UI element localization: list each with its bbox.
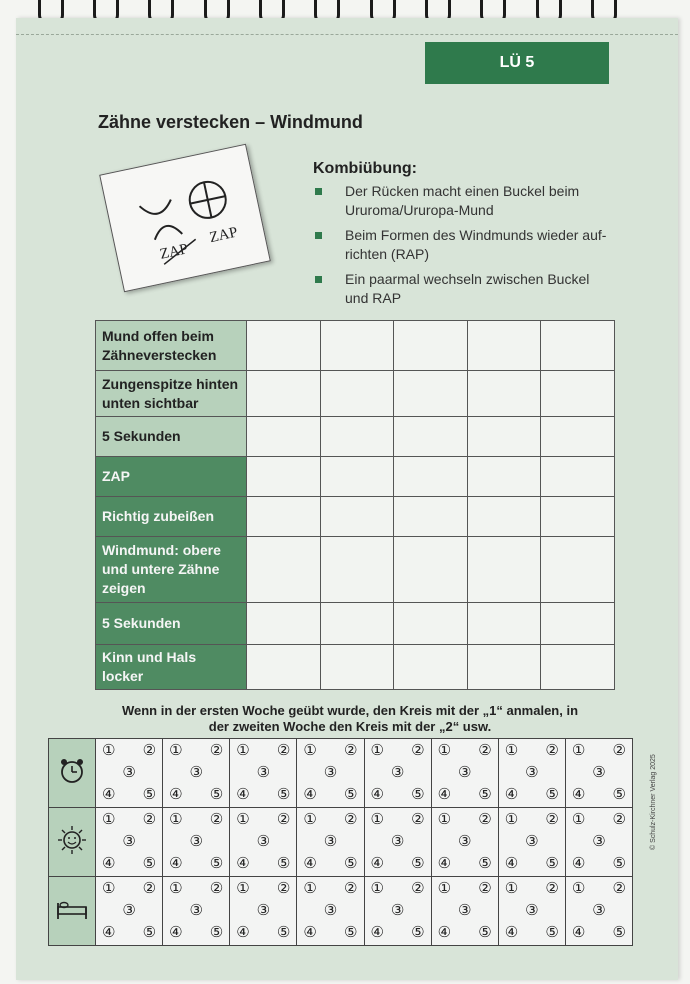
week-circle-4[interactable]: ④ (102, 923, 116, 941)
week-circle-2[interactable]: ② (276, 810, 291, 828)
table-row (96, 417, 615, 457)
week-circle-4[interactable]: ④ (236, 923, 250, 941)
check-cell[interactable] (320, 603, 394, 645)
kombi-list (313, 182, 613, 314)
week-circle-2[interactable]: ② (142, 879, 157, 897)
week-circle-4[interactable]: ④ (571, 923, 586, 941)
week-circle-5[interactable]: ⑤ (142, 785, 157, 803)
week-circle-2[interactable]: ② (545, 879, 559, 897)
week-cell (96, 739, 163, 808)
list-item-text: Der Rücken macht einen Buckel beim Ururoma/Ururopa-Mund (345, 183, 580, 218)
table-row (49, 808, 633, 877)
week-cell (297, 877, 364, 946)
week-circle-1[interactable]: ① (236, 741, 250, 759)
week-cell (230, 739, 297, 808)
week-circle-3[interactable]: ③ (323, 763, 338, 781)
week-circle-3[interactable]: ③ (256, 763, 271, 781)
week-circle-3[interactable]: ③ (390, 901, 405, 919)
week-cell (565, 877, 632, 946)
week-cell (96, 877, 163, 946)
week-circle-5[interactable]: ⑤ (209, 854, 224, 872)
week-circle-3[interactable]: ③ (592, 901, 606, 919)
week-cell (230, 808, 297, 877)
week-circle-2[interactable]: ② (612, 879, 626, 897)
check-cell[interactable] (247, 321, 321, 371)
week-circle-2[interactable]: ② (545, 741, 559, 759)
check-cell[interactable] (247, 497, 321, 537)
week-cell (565, 808, 632, 877)
row-label: Kinn und Hals locker (96, 645, 247, 690)
circle-group (566, 877, 632, 943)
alarm-clock-icon (49, 739, 96, 808)
week-circle-1[interactable]: ① (169, 810, 183, 828)
check-cell[interactable] (541, 457, 615, 497)
check-cell[interactable] (541, 645, 615, 690)
week-circle-5[interactable]: ⑤ (276, 785, 291, 803)
week-circle-2[interactable]: ② (478, 741, 492, 759)
check-cell[interactable] (467, 457, 541, 497)
circle-group (432, 877, 498, 943)
check-cell[interactable] (467, 537, 541, 603)
table-row (96, 603, 615, 645)
circle-group (432, 739, 498, 805)
week-circle-1[interactable]: ① (102, 879, 116, 897)
bullet-icon (315, 276, 322, 283)
illustration-word: ZAP (208, 224, 240, 247)
circle-group (566, 808, 632, 874)
bullet-icon (315, 188, 322, 195)
check-cell[interactable] (247, 603, 321, 645)
week-circle-3[interactable]: ③ (323, 832, 338, 850)
table-row (49, 877, 633, 946)
week-circle-5[interactable]: ⑤ (344, 923, 358, 941)
week-cell (364, 877, 431, 946)
row-label: Richtig zubeißen (96, 497, 247, 537)
week-circle-2[interactable]: ② (411, 879, 425, 897)
circle-group (365, 877, 431, 943)
week-cell (297, 739, 364, 808)
week-circle-4[interactable]: ④ (370, 854, 384, 872)
week-circle-4[interactable]: ④ (504, 785, 519, 803)
check-cell[interactable] (467, 371, 541, 417)
week-circle-4[interactable]: ④ (102, 785, 116, 803)
circle-group (230, 877, 296, 943)
week-circle-4[interactable]: ④ (102, 854, 116, 872)
week-circle-3[interactable]: ③ (525, 832, 539, 850)
week-circle-2[interactable]: ② (344, 879, 358, 897)
check-cell[interactable] (467, 645, 541, 690)
week-cell (498, 808, 565, 877)
week-circle-3[interactable]: ③ (256, 832, 271, 850)
circle-group (499, 739, 565, 805)
row-label: ZAP (96, 457, 247, 497)
week-circle-4[interactable]: ④ (571, 854, 586, 872)
week-cell (364, 739, 431, 808)
week-circle-1[interactable]: ① (437, 879, 452, 897)
week-circle-5[interactable]: ⑤ (478, 785, 492, 803)
week-circle-4[interactable]: ④ (169, 923, 183, 941)
week-circle-2[interactable]: ② (209, 879, 224, 897)
sun-icon (49, 808, 96, 877)
week-circle-3[interactable]: ③ (122, 763, 136, 781)
circle-group (230, 739, 296, 805)
table-row (96, 537, 615, 603)
week-circle-5[interactable]: ⑤ (612, 923, 626, 941)
week-cell (96, 808, 163, 877)
check-cell[interactable] (247, 457, 321, 497)
list-item (313, 270, 613, 308)
week-circle-3[interactable]: ③ (457, 763, 472, 781)
week-circle-2[interactable]: ② (545, 810, 559, 828)
week-circle-3[interactable]: ③ (457, 901, 472, 919)
circle-group (297, 808, 363, 874)
week-circle-5[interactable]: ⑤ (478, 854, 492, 872)
check-cell[interactable] (541, 603, 615, 645)
bullet-icon (315, 232, 322, 239)
week-circle-3[interactable]: ③ (390, 763, 405, 781)
check-cell[interactable] (394, 321, 468, 371)
week-circle-2[interactable]: ② (344, 741, 358, 759)
week-circle-4[interactable]: ④ (236, 854, 250, 872)
table-row (49, 739, 633, 808)
row-label: Zungenspitze hinten unten sichtbar (96, 371, 247, 417)
week-cell (364, 808, 431, 877)
week-circle-5[interactable]: ⑤ (209, 923, 224, 941)
check-cell[interactable] (394, 603, 468, 645)
week-circle-2[interactable]: ② (142, 810, 157, 828)
week-circle-2[interactable]: ② (344, 810, 358, 828)
circle-group (163, 877, 229, 943)
check-cell[interactable] (394, 497, 468, 537)
week-circle-1[interactable]: ① (504, 741, 519, 759)
week-circle-1[interactable]: ① (236, 879, 250, 897)
circle-group (566, 739, 632, 805)
circle-group (365, 808, 431, 874)
week-cell (163, 808, 230, 877)
week-circle-3[interactable]: ③ (390, 832, 405, 850)
row-label: 5 Sekunden (96, 603, 247, 645)
week-circle-4[interactable]: ④ (571, 785, 586, 803)
week-cell (163, 739, 230, 808)
week-circle-1[interactable]: ① (303, 810, 317, 828)
week-circle-4[interactable]: ④ (504, 854, 519, 872)
week-circle-1[interactable]: ① (571, 810, 586, 828)
check-cell[interactable] (247, 417, 321, 457)
circle-group (499, 808, 565, 874)
instruction-note: Wenn in der ersten Woche geübt wurde, den Kreis mit der „1“ anmalen, in der zweiten Woche den Kreis mit der „2“ usw. (121, 703, 579, 734)
week-circle-5[interactable]: ⑤ (478, 923, 492, 941)
check-cell[interactable] (467, 321, 541, 371)
week-circle-3[interactable]: ③ (323, 901, 338, 919)
week-cell (297, 808, 364, 877)
circle-group (432, 808, 498, 874)
check-cell[interactable] (467, 497, 541, 537)
row-label: Mund offen beim Zähneverstecken (96, 321, 247, 371)
week-circle-2[interactable]: ② (209, 810, 224, 828)
week-circle-5[interactable]: ⑤ (276, 923, 291, 941)
row-label: Windmund: obere und untere Zähne zeigen (96, 537, 247, 603)
week-circle-3[interactable]: ③ (592, 832, 606, 850)
week-circle-2[interactable]: ② (276, 879, 291, 897)
check-cell[interactable] (320, 497, 394, 537)
table-row (96, 371, 615, 417)
check-cell[interactable] (541, 321, 615, 371)
week-cell (498, 739, 565, 808)
circle-group (96, 877, 162, 943)
week-circle-3[interactable]: ③ (525, 901, 539, 919)
circle-group (230, 808, 296, 874)
week-circle-2[interactable]: ② (411, 741, 425, 759)
week-cell (498, 877, 565, 946)
table-row (96, 497, 615, 537)
week-circle-4[interactable]: ④ (504, 923, 519, 941)
week-circle-4[interactable]: ④ (169, 785, 183, 803)
week-circle-3[interactable]: ③ (189, 763, 203, 781)
week-circle-1[interactable]: ① (303, 879, 317, 897)
circle-group (163, 739, 229, 805)
check-cell[interactable] (320, 537, 394, 603)
week-circle-1[interactable]: ① (169, 741, 183, 759)
progress-table (95, 320, 615, 690)
week-circle-1[interactable]: ① (169, 879, 183, 897)
week-cell (431, 739, 498, 808)
check-cell[interactable] (394, 371, 468, 417)
week-circle-4[interactable]: ④ (437, 785, 452, 803)
week-circle-1[interactable]: ① (437, 810, 452, 828)
circle-group (365, 739, 431, 805)
circle-group (163, 808, 229, 874)
week-circle-2[interactable]: ② (612, 810, 626, 828)
check-cell[interactable] (320, 645, 394, 690)
week-circle-1[interactable]: ① (102, 741, 116, 759)
week-circle-2[interactable]: ② (411, 810, 425, 828)
list-item (313, 182, 613, 220)
week-circle-5[interactable]: ⑤ (142, 854, 157, 872)
circle-group (96, 808, 162, 874)
week-circle-3[interactable]: ③ (122, 901, 136, 919)
week-circle-3[interactable]: ③ (592, 763, 606, 781)
week-circle-1[interactable]: ① (571, 741, 586, 759)
week-circle-4[interactable]: ④ (437, 854, 452, 872)
check-cell[interactable] (320, 417, 394, 457)
exercise-badge: LÜ 5 (425, 42, 609, 84)
check-cell[interactable] (467, 603, 541, 645)
week-circle-5[interactable]: ⑤ (276, 854, 291, 872)
week-circle-2[interactable]: ② (142, 741, 157, 759)
check-cell[interactable] (320, 371, 394, 417)
circle-group (499, 877, 565, 943)
week-circle-5[interactable]: ⑤ (411, 854, 425, 872)
week-circle-1[interactable]: ① (370, 879, 384, 897)
week-circle-3[interactable]: ③ (122, 832, 136, 850)
week-circle-5[interactable]: ⑤ (344, 785, 358, 803)
circle-group (297, 877, 363, 943)
week-circle-5[interactable]: ⑤ (411, 923, 425, 941)
week-circle-1[interactable]: ① (437, 741, 452, 759)
week-circle-1[interactable]: ① (370, 810, 384, 828)
bed-icon (49, 877, 96, 946)
weekly-circle-table (48, 738, 633, 946)
week-circle-5[interactable]: ⑤ (545, 785, 559, 803)
crossed-word: ZAP (158, 241, 190, 263)
check-cell[interactable] (247, 371, 321, 417)
check-cell[interactable] (394, 537, 468, 603)
check-cell[interactable] (247, 645, 321, 690)
week-circle-4[interactable]: ④ (437, 923, 452, 941)
week-circle-1[interactable]: ① (303, 741, 317, 759)
week-circle-4[interactable]: ④ (303, 854, 317, 872)
check-cell[interactable] (320, 321, 394, 371)
check-cell[interactable] (541, 371, 615, 417)
week-cell (163, 877, 230, 946)
week-circle-5[interactable]: ⑤ (142, 923, 157, 941)
check-cell[interactable] (467, 417, 541, 457)
table-row (96, 457, 615, 497)
week-circle-5[interactable]: ⑤ (209, 785, 224, 803)
week-cell (431, 808, 498, 877)
week-circle-2[interactable]: ② (276, 741, 291, 759)
circle-group (96, 739, 162, 805)
week-circle-5[interactable]: ⑤ (411, 785, 425, 803)
week-circle-4[interactable]: ④ (169, 854, 183, 872)
kombi-heading: Kombiübung: (313, 160, 417, 177)
week-circle-1[interactable]: ① (571, 879, 586, 897)
check-cell[interactable] (394, 417, 468, 457)
week-circle-5[interactable]: ⑤ (545, 854, 559, 872)
week-circle-4[interactable]: ④ (303, 923, 317, 941)
week-circle-3[interactable]: ③ (525, 763, 539, 781)
week-cell (431, 877, 498, 946)
week-circle-1[interactable]: ① (504, 879, 519, 897)
week-circle-1[interactable]: ① (370, 741, 384, 759)
week-circle-4[interactable]: ④ (370, 923, 384, 941)
week-circle-3[interactable]: ③ (256, 901, 271, 919)
copyright: © Schulz-Kirchner Verlag 2025 (650, 754, 657, 850)
check-cell[interactable] (394, 457, 468, 497)
week-circle-1[interactable]: ① (504, 810, 519, 828)
week-circle-1[interactable]: ① (102, 810, 116, 828)
check-cell[interactable] (247, 537, 321, 603)
week-circle-2[interactable]: ② (478, 810, 492, 828)
week-circle-2[interactable]: ② (612, 741, 626, 759)
week-circle-4[interactable]: ④ (303, 785, 317, 803)
check-cell[interactable] (394, 645, 468, 690)
week-circle-2[interactable]: ② (478, 879, 492, 897)
list-item (313, 226, 613, 264)
week-circle-3[interactable]: ③ (189, 901, 203, 919)
week-cell (230, 877, 297, 946)
check-cell[interactable] (541, 417, 615, 457)
week-circle-5[interactable]: ⑤ (612, 785, 626, 803)
page-title: Zähne verstecken – Windmund (98, 112, 363, 132)
table-row (96, 321, 615, 371)
check-cell[interactable] (320, 457, 394, 497)
circle-group (297, 739, 363, 805)
week-circle-1[interactable]: ① (236, 810, 250, 828)
week-circle-2[interactable]: ② (209, 741, 224, 759)
week-circle-5[interactable]: ⑤ (344, 854, 358, 872)
week-circle-3[interactable]: ③ (189, 832, 203, 850)
week-cell (565, 739, 632, 808)
list-item-text: Ein paarmal wechseln zwischen Buckel und RAP (345, 271, 590, 306)
check-cell[interactable] (541, 537, 615, 603)
week-circle-4[interactable]: ④ (370, 785, 384, 803)
week-circle-5[interactable]: ⑤ (545, 923, 559, 941)
perforation-line (16, 34, 678, 35)
week-circle-3[interactable]: ③ (457, 832, 472, 850)
week-circle-4[interactable]: ④ (236, 785, 250, 803)
list-item-text: Beim Formen des Windmunds wieder aufrichten (RAP) (345, 227, 607, 262)
row-label: 5 Sekunden (96, 417, 247, 457)
table-row (96, 645, 615, 690)
check-cell[interactable] (541, 497, 615, 537)
week-circle-5[interactable]: ⑤ (612, 854, 626, 872)
